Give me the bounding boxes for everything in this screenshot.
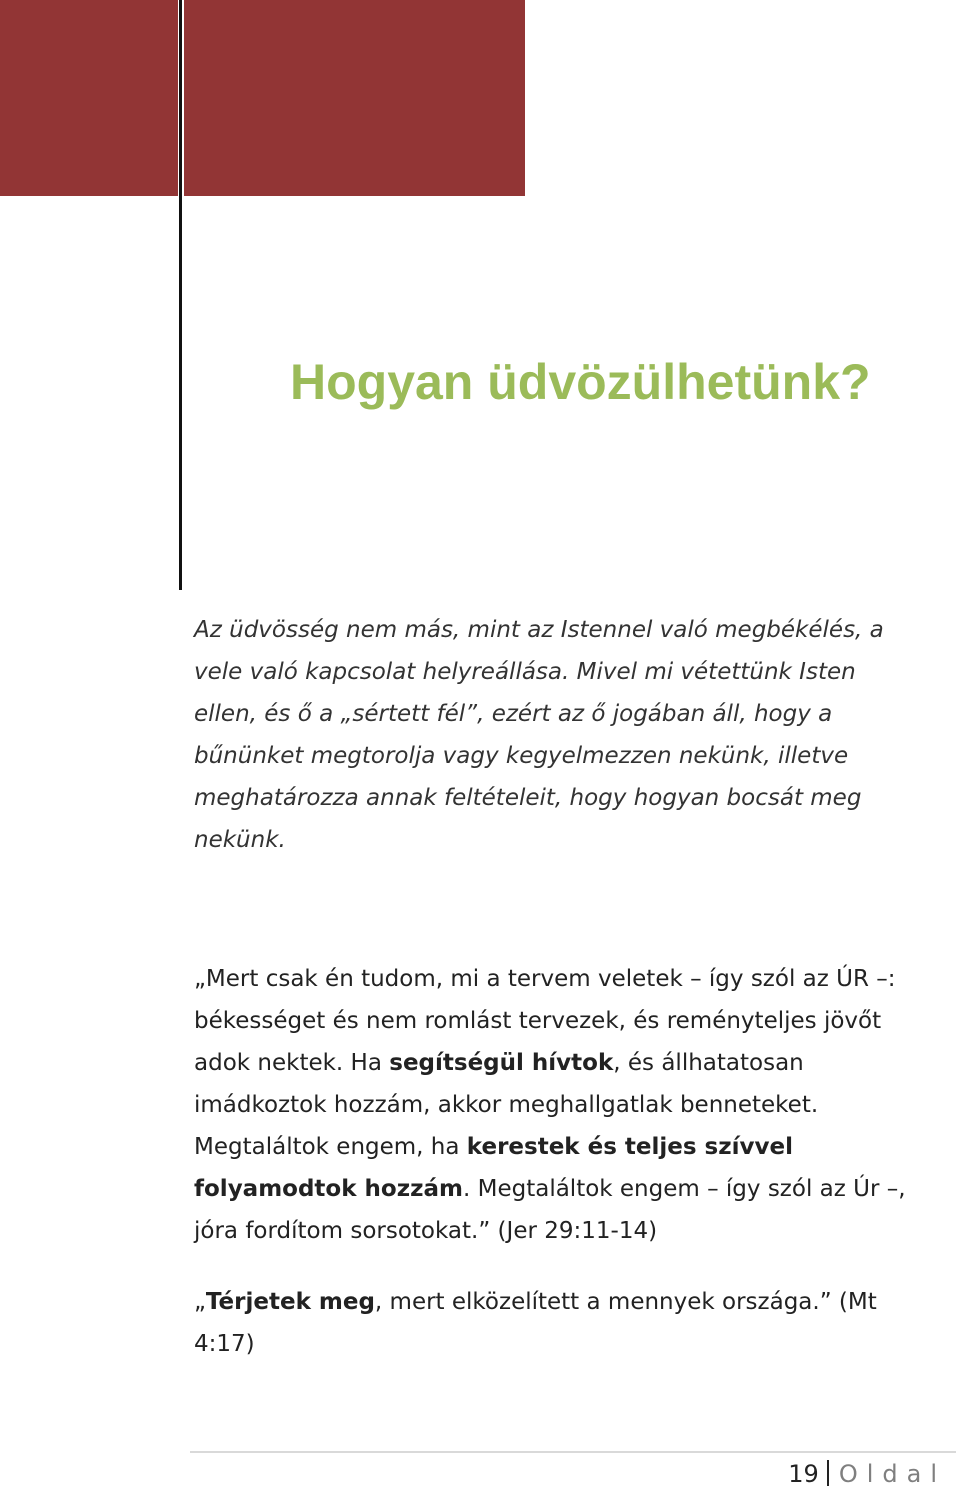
page-number: 19	[788, 1460, 819, 1488]
page-footer	[788, 1458, 946, 1490]
header-color-block-right	[184, 0, 525, 196]
scripture-quote-jeremiah	[194, 958, 924, 1252]
page-label: Oldal	[838, 1460, 946, 1488]
header-color-block-left	[0, 0, 178, 196]
vertical-divider	[179, 0, 182, 590]
page-title: Hogyan üdvözülhetünk?	[290, 354, 871, 410]
footer-divider	[190, 1451, 956, 1453]
quote-mt-text: , mert elközelített a mennyek országa.” (Mt 4:17)	[194, 1289, 877, 1357]
footer-separator	[827, 1460, 829, 1486]
quote-jer-emphasis-1: segítségül hívtok	[389, 1050, 614, 1076]
quote-jer-text-3: . Megtaláltok engem – így szól az Úr –, jóra fordítom sorsotokat.” (Jer 29:11-14)	[194, 1176, 906, 1244]
quote-mt-open-mark: „	[194, 1289, 206, 1315]
quote-jer-emphasis-2: kerestek és teljes szívvel folyamodtok hozzám	[194, 1134, 793, 1202]
quote-jer-text-2: , és állhatatosan imádkoztok hozzám, akkor meghallgatlak benneteket. Megtaláltok engem, ha	[194, 1050, 819, 1160]
intro-paragraph: Az üdvösség nem más, mint az Istennel való megbékélés, a vele való kapcsolat helyreállása. Mivel mi vétettünk Isten ellen, és ő a „sértett fél”, ezért az ő jogában áll, hogy a bűnünket megtorolja vagy kegyelmezzen nekünk, illetve meghatározza annak feltételeit, hogy hogyan bocsát meg nekünk.	[194, 617, 884, 853]
quote-jer-text-1: „Mert csak én tudom, mi a tervem veletek – így szól az ÚR –: békességet és nem romlást tervezek, és reményteljes jövőt adok nektek. Ha	[194, 966, 896, 1076]
scripture-quote-matthew	[194, 1281, 924, 1365]
quote-mt-emphasis: Térjetek meg	[205, 1289, 375, 1315]
